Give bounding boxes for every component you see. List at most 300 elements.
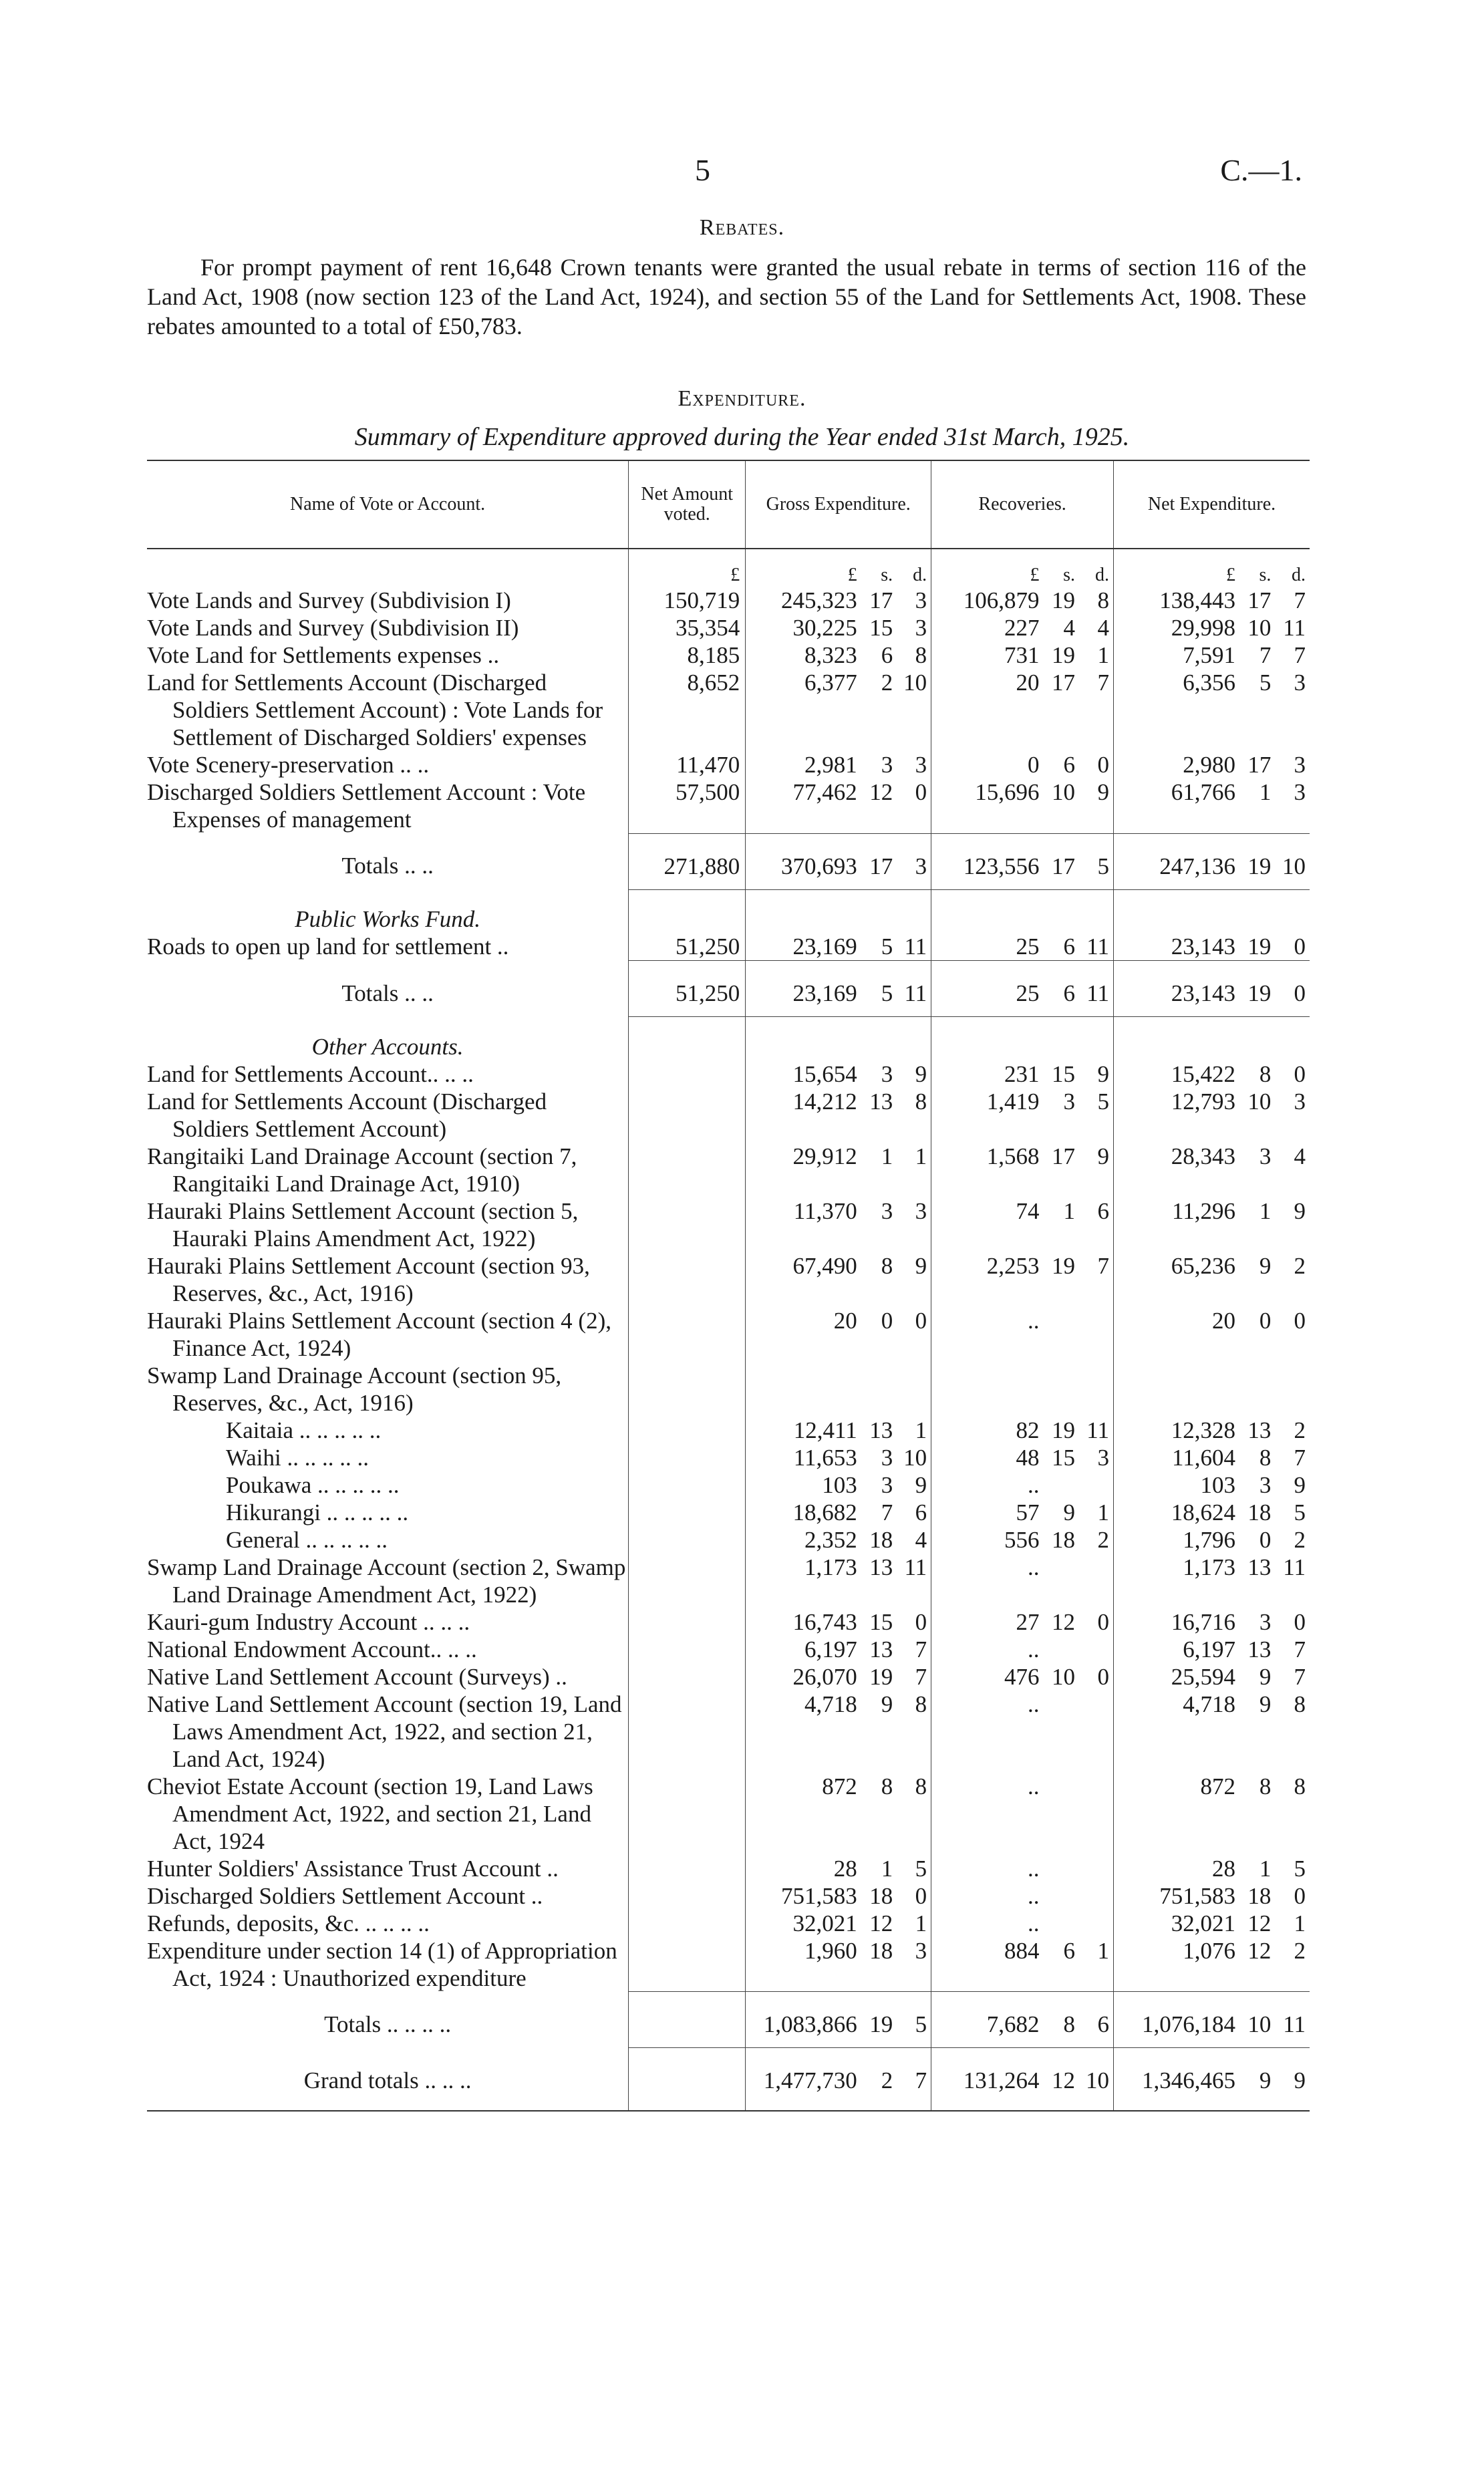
table-row — [147, 1855, 1310, 1882]
table-row — [147, 1060, 1310, 1088]
table-row — [147, 1608, 1310, 1636]
net-pounds-cell: 1,076,184 — [1114, 1992, 1241, 2048]
rec-pounds-cell: 15,696 — [931, 778, 1045, 833]
net-shillings-cell: 1 — [1259, 779, 1272, 805]
unit-pound: £ — [931, 549, 1045, 587]
table-row — [147, 1444, 1310, 1471]
gross-pounds-cell: 23,169 — [746, 933, 863, 961]
net-voted-cell: 8,652 — [629, 669, 746, 751]
net-pounds-cell: 11,296 — [1114, 1197, 1241, 1252]
gross-shillings-cell: 3 — [881, 1444, 893, 1471]
net-shillings-cell: 0 — [1259, 1307, 1272, 1334]
net-pence-cell: 10 — [1275, 833, 1310, 889]
rec-shillings-cell: 17 — [1045, 833, 1079, 889]
spacer-cell — [746, 889, 863, 933]
net-pence-cell: 11 — [1275, 1992, 1310, 2048]
document-reference: C.—1. — [1220, 153, 1302, 187]
table-row — [147, 587, 1310, 614]
table-row — [147, 1307, 1310, 1362]
spacer-cell — [897, 889, 931, 933]
net-voted-cell: 150,719 — [629, 587, 746, 614]
spacer-cell — [1114, 1017, 1241, 1060]
rec-pence-cell: 8 — [1097, 587, 1109, 613]
net-voted-cell — [629, 1992, 746, 2048]
page-number: 5 — [695, 153, 710, 187]
rec-pounds-cell: .. — [931, 1691, 1045, 1773]
col-header-net-voted: Net Amount voted. — [629, 460, 746, 549]
rec-pence-cell: 0 — [1097, 1663, 1109, 1690]
row-label: Rangitaiki Land Drainage Account (section 7, Rangitaiki Land Drainage Act, 1910) — [147, 1143, 577, 1197]
net-voted-cell: 51,250 — [629, 961, 746, 1017]
gross-pence-cell: 7 — [915, 1636, 927, 1662]
gross-shillings-cell: 8 — [881, 1773, 893, 1799]
col-header-recoveries: Recoveries. — [931, 460, 1114, 549]
net-pounds-cell: 12,328 — [1114, 1417, 1241, 1444]
table-row — [147, 1499, 1310, 1526]
group-heading: Other Accounts. — [311, 1033, 464, 1060]
rec-pounds-cell: 123,556 — [931, 833, 1045, 889]
net-pence-cell: 8 — [1294, 1691, 1306, 1717]
table-row — [147, 1362, 1310, 1417]
rec-pence-cell: 0 — [1097, 752, 1109, 778]
net-pence-cell: 2 — [1294, 1417, 1306, 1443]
unit-pound: £ — [1114, 549, 1241, 587]
gross-pounds-cell: 1,960 — [746, 1937, 863, 1992]
rebates-heading: Rebates. — [699, 215, 785, 240]
spacer-cell — [1114, 889, 1241, 933]
gross-pence-cell: 6 — [915, 1499, 927, 1525]
rec-pence-cell: 5 — [1079, 833, 1113, 889]
net-pounds-cell: 25,594 — [1114, 1663, 1241, 1691]
net-pounds-cell: 29,998 — [1114, 614, 1241, 641]
units-row — [147, 549, 1310, 587]
spacer-cell — [746, 1017, 863, 1060]
net-pence-cell: 2 — [1294, 1526, 1306, 1553]
table-row — [147, 614, 1310, 641]
rec-pounds-cell: 0 — [931, 751, 1045, 778]
rec-pounds-cell: 48 — [931, 1444, 1045, 1471]
net-pence-cell: 7 — [1294, 642, 1306, 668]
rec-pence-cell: 4 — [1097, 615, 1109, 641]
expenditure-heading: Expenditure. — [678, 386, 806, 411]
rec-pence-cell: 0 — [1097, 1608, 1109, 1635]
rec-shillings-cell: 18 — [1052, 1526, 1076, 1553]
net-pence-cell: 11 — [1283, 1554, 1306, 1580]
row-label: Totals .. .. .. .. — [324, 2011, 452, 2037]
net-pence-cell: 0 — [1294, 1882, 1306, 1909]
net-shillings-cell: 3 — [1259, 1143, 1272, 1169]
gross-shillings-cell: 18 — [869, 1882, 893, 1909]
rec-shillings-cell: 17 — [1052, 1143, 1076, 1169]
net-voted-cell — [629, 1773, 746, 1855]
table-row — [147, 1143, 1310, 1197]
gross-pounds-cell: 77,462 — [746, 778, 863, 833]
rec-pence-cell: 2 — [1097, 1526, 1109, 1553]
net-pounds-cell: 1,346,465 — [1114, 2048, 1241, 2112]
net-voted-cell — [629, 1417, 746, 1444]
rec-pounds-cell: 74 — [931, 1197, 1045, 1252]
rec-pence-cell — [1079, 1362, 1113, 1417]
rec-pounds-cell: 82 — [931, 1417, 1045, 1444]
net-pounds-cell: 12,793 — [1114, 1088, 1241, 1143]
net-voted-cell: 51,250 — [629, 933, 746, 961]
rec-shillings-cell: 12 — [1052, 1608, 1076, 1635]
rec-shillings-cell: 10 — [1052, 779, 1076, 805]
net-pence-cell: 7 — [1294, 1636, 1306, 1662]
gross-pounds-cell: 67,490 — [746, 1252, 863, 1307]
gross-pounds-cell: 1,477,730 — [746, 2048, 863, 2112]
net-shillings-cell: 13 — [1247, 1636, 1272, 1662]
net-pence-cell: 7 — [1294, 1663, 1306, 1690]
table-row — [147, 1910, 1310, 1937]
rec-shillings-cell — [1045, 1910, 1079, 1937]
rec-pounds-cell: 1,419 — [931, 1088, 1045, 1143]
rec-pounds-cell: 25 — [931, 961, 1045, 1017]
gross-pence-cell: 10 — [903, 1444, 927, 1471]
rec-shillings-cell: 19 — [1052, 1417, 1076, 1443]
net-voted-cell — [629, 1143, 746, 1197]
rec-pence-cell: 7 — [1097, 670, 1109, 696]
net-voted-cell — [629, 1526, 746, 1554]
net-voted-cell — [629, 1910, 746, 1937]
gross-shillings-cell: 12 — [869, 1910, 893, 1936]
net-pence-cell: 3 — [1294, 670, 1306, 696]
gross-pence-cell: 1 — [915, 1910, 927, 1936]
row-label: Native Land Settlement Account (Surveys) .. — [147, 1663, 567, 1690]
row-label: Grand totals .. .. .. — [147, 2048, 629, 2112]
rec-pence-cell: 11 — [1079, 961, 1113, 1017]
gross-pounds-cell: 2,352 — [746, 1526, 863, 1554]
net-voted-cell: 11,470 — [629, 751, 746, 778]
net-voted-cell — [629, 1937, 746, 1992]
row-label: National Endowment Account.. .. .. — [147, 1636, 477, 1662]
net-shillings-cell: 9 — [1259, 1252, 1272, 1279]
gross-pence-cell: 3 — [915, 1197, 927, 1224]
gross-pence-cell: 9 — [915, 1252, 927, 1279]
table-row — [147, 641, 1310, 669]
spacer-cell — [897, 1017, 931, 1060]
table-header-row — [147, 460, 1310, 549]
rec-pence-cell: 1 — [1097, 1937, 1109, 1964]
net-voted-cell — [629, 1252, 746, 1307]
net-shillings-cell: 8 — [1259, 1060, 1272, 1087]
gross-pence-cell: 11 — [897, 961, 931, 1017]
net-shillings-cell: 3 — [1259, 1608, 1272, 1635]
gross-pounds-cell: 18,682 — [746, 1499, 863, 1526]
net-pence-cell: 9 — [1294, 1471, 1306, 1498]
rec-pence-cell — [1079, 1307, 1113, 1362]
rec-pounds-cell: .. — [931, 1882, 1045, 1910]
rec-pounds-cell — [931, 1362, 1045, 1417]
expenditure-subtitle: Summary of Expenditure approved during the Year ended 31st March, 1925. — [354, 423, 1130, 451]
net-pounds-cell: 7,591 — [1114, 641, 1241, 669]
rec-shillings-cell — [1045, 1882, 1079, 1910]
rec-pounds-cell: 227 — [931, 614, 1045, 641]
gross-shillings-cell: 13 — [869, 1417, 893, 1443]
table-row — [147, 1252, 1310, 1307]
col-header-name: Name of Vote or Account. — [147, 460, 629, 549]
net-pence-cell: 8 — [1294, 1773, 1306, 1799]
net-voted-cell: 57,500 — [629, 778, 746, 833]
rec-pence-cell: 5 — [1097, 1088, 1109, 1115]
net-shillings-cell: 19 — [1241, 961, 1275, 1017]
rec-shillings-cell — [1045, 1636, 1079, 1663]
votes-total-row — [147, 833, 1310, 889]
net-shillings-cell: 12 — [1247, 1910, 1272, 1936]
rec-pounds-cell: 106,879 — [931, 587, 1045, 614]
net-pence-cell: 9 — [1275, 2048, 1310, 2112]
gross-pence-cell: 3 — [915, 615, 927, 641]
gross-pence-cell: 1 — [915, 1417, 927, 1443]
rec-shillings-cell: 6 — [1045, 933, 1079, 961]
gross-shillings-cell: 12 — [869, 779, 893, 805]
gross-pounds-cell — [746, 1362, 863, 1417]
gross-pounds-cell: 23,169 — [746, 961, 863, 1017]
gross-shillings-cell: 6 — [881, 642, 893, 668]
net-shillings-cell: 10 — [1241, 1992, 1275, 2048]
rec-pounds-cell: 476 — [931, 1663, 1045, 1691]
gross-shillings-cell: 3 — [881, 1471, 893, 1498]
gross-shillings-cell: 15 — [869, 615, 893, 641]
net-voted-cell: 271,880 — [629, 833, 746, 889]
net-pence-cell: 5 — [1294, 1855, 1306, 1882]
row-label: Cheviot Estate Account (section 19, Land Laws Amendment Act, 1922, and section 21, Land Act, 1924 — [147, 1773, 593, 1854]
net-pence-cell: 3 — [1294, 779, 1306, 805]
gross-shillings-cell: 19 — [869, 1663, 893, 1690]
spacer-cell — [863, 889, 897, 933]
table-row — [147, 1937, 1310, 1992]
row-label: Refunds, deposits, &c. .. .. .. .. — [147, 1910, 430, 1936]
spacer-cell — [931, 1017, 1045, 1060]
net-voted-cell — [629, 1362, 746, 1417]
table-row — [147, 669, 1310, 751]
rec-shillings-cell: 6 — [1045, 961, 1079, 1017]
row-label: Vote Lands and Survey (Subdivision I) — [147, 587, 511, 613]
rec-pounds-cell: 556 — [931, 1526, 1045, 1554]
net-pence-cell: 0 — [1294, 1307, 1306, 1334]
row-label: Hauraki Plains Settlement Account (section 4 (2), Finance Act, 1924) — [147, 1307, 611, 1361]
gross-pence-cell: 11 — [897, 933, 931, 961]
net-shillings-cell: 3 — [1259, 1471, 1272, 1498]
gross-pence-cell: 3 — [897, 833, 931, 889]
gross-pounds-cell: 103 — [746, 1471, 863, 1499]
gross-pence-cell: 8 — [915, 642, 927, 668]
net-shillings-cell: 18 — [1247, 1499, 1272, 1525]
spacer-cell — [1241, 1017, 1275, 1060]
gross-pence-cell: 1 — [915, 1143, 927, 1169]
net-pence-cell: 2 — [1294, 1252, 1306, 1279]
row-label: Roads to open up land for settlement .. — [147, 933, 509, 960]
unit-shilling: s. — [1063, 565, 1076, 585]
net-pence-cell — [1275, 1362, 1310, 1417]
row-label: Vote Scenery-preservation .. .. — [147, 752, 430, 778]
gross-pounds-cell: 15,654 — [746, 1060, 863, 1088]
rec-pence-cell: 6 — [1097, 1197, 1109, 1224]
net-pounds-cell: 16,716 — [1114, 1608, 1241, 1636]
rec-pence-cell: 7 — [1097, 1252, 1109, 1279]
gross-shillings-cell: 13 — [869, 1088, 893, 1115]
rec-pounds-cell: 131,264 — [931, 2048, 1045, 2112]
net-shillings-cell: 5 — [1259, 670, 1272, 696]
net-shillings-cell: 8 — [1259, 1444, 1272, 1471]
gross-pence-cell: 3 — [915, 1937, 927, 1964]
net-pounds-cell: 6,197 — [1114, 1636, 1241, 1663]
gross-pence-cell: 3 — [915, 752, 927, 778]
rec-pounds-cell: 231 — [931, 1060, 1045, 1088]
gross-shillings-cell: 5 — [863, 933, 897, 961]
rec-pence-cell — [1079, 1471, 1113, 1499]
net-voted-cell — [629, 1554, 746, 1608]
gross-shillings-cell: 13 — [869, 1636, 893, 1662]
row-label: General .. .. .. .. .. — [226, 1526, 388, 1553]
rec-shillings-cell: 15 — [1052, 1060, 1076, 1087]
gross-shillings-cell — [863, 1362, 897, 1417]
spacer-cell — [629, 1017, 746, 1060]
gross-pounds-cell: 1,083,866 — [746, 1992, 863, 2048]
row-label: Hauraki Plains Settlement Account (section 93, Reserves, &c., Act, 1916) — [147, 1252, 590, 1306]
net-voted-cell — [629, 1691, 746, 1773]
gross-pounds-cell: 14,212 — [746, 1088, 863, 1143]
group-heading: Public Works Fund. — [295, 906, 480, 932]
gross-pounds-cell: 6,377 — [746, 669, 863, 751]
table-row — [147, 1471, 1310, 1499]
gross-pounds-cell: 8,323 — [746, 641, 863, 669]
row-label: Vote Land for Settlements expenses .. — [147, 642, 500, 668]
net-pence-cell: 7 — [1294, 587, 1306, 613]
net-voted-cell — [629, 1444, 746, 1471]
rec-shillings-cell — [1045, 1471, 1079, 1499]
gross-pounds-cell: 245,323 — [746, 587, 863, 614]
rec-pence-cell: 11 — [1079, 933, 1113, 961]
rec-shillings-cell: 19 — [1052, 587, 1076, 613]
rec-pence-cell — [1079, 1882, 1113, 1910]
unit-pence: d. — [913, 565, 927, 585]
row-label: Expenditure under section 14 (1) of Appropriation Act, 1924 : Unauthorized expenditure — [147, 1937, 617, 1991]
gross-shillings-cell: 1 — [881, 1143, 893, 1169]
table-row — [147, 1554, 1310, 1608]
row-label: Kauri-gum Industry Account .. .. .. — [147, 1608, 470, 1635]
other-accounts-heading — [147, 1017, 1310, 1060]
rec-pounds-cell: .. — [931, 1471, 1045, 1499]
net-pounds-cell: 28,343 — [1114, 1143, 1241, 1197]
net-pounds-cell: 23,143 — [1114, 933, 1241, 961]
net-shillings-cell: 19 — [1241, 933, 1275, 961]
gross-pence-cell: 0 — [915, 1608, 927, 1635]
gross-pence-cell: 9 — [915, 1060, 927, 1087]
net-shillings-cell: 13 — [1247, 1554, 1272, 1580]
gross-pounds-cell: 6,197 — [746, 1636, 863, 1663]
rec-pounds-cell: 25 — [931, 933, 1045, 961]
gross-shillings-cell: 3 — [881, 1060, 893, 1087]
net-shillings-cell: 10 — [1247, 615, 1272, 641]
rec-pounds-cell: .. — [931, 1307, 1045, 1362]
gross-shillings-cell: 3 — [881, 1197, 893, 1224]
net-pounds-cell: 6,356 — [1114, 669, 1241, 751]
net-shillings-cell: 0 — [1259, 1526, 1272, 1553]
rec-shillings-cell: 12 — [1045, 2048, 1079, 2112]
table-row — [147, 1526, 1310, 1554]
net-pounds-cell: 20 — [1114, 1307, 1241, 1362]
net-voted-cell — [629, 1088, 746, 1143]
spacer-cell — [1045, 1017, 1079, 1060]
gross-pence-cell: 4 — [915, 1526, 927, 1553]
net-pence-cell: 9 — [1294, 1197, 1306, 1224]
net-pounds-cell: 103 — [1114, 1471, 1241, 1499]
rec-shillings-cell: 1 — [1063, 1197, 1076, 1224]
rec-shillings-cell: 6 — [1063, 1937, 1076, 1964]
rec-pounds-cell: 20 — [931, 669, 1045, 751]
rec-shillings-cell: 19 — [1052, 1252, 1076, 1279]
net-pounds-cell: 872 — [1114, 1773, 1241, 1855]
row-label: Hunter Soldiers' Assistance Trust Account .. — [147, 1855, 559, 1882]
net-pence-cell: 3 — [1294, 752, 1306, 778]
rec-pence-cell: 9 — [1097, 779, 1109, 805]
gross-pence-cell: 7 — [915, 1663, 927, 1690]
gross-pounds-cell: 30,225 — [746, 614, 863, 641]
rec-shillings-cell: 6 — [1063, 752, 1076, 778]
unit-shilling: s. — [881, 565, 893, 585]
net-pounds-cell: 138,443 — [1114, 587, 1241, 614]
gross-shillings-cell: 7 — [881, 1499, 893, 1525]
gross-pence-cell: 0 — [915, 779, 927, 805]
table-body — [147, 549, 1310, 2111]
gross-pounds-cell: 751,583 — [746, 1882, 863, 1910]
other-accounts-total-row — [147, 1992, 1310, 2048]
net-pounds-cell: 23,143 — [1114, 961, 1241, 1017]
gross-pounds-cell: 28 — [746, 1855, 863, 1882]
rec-shillings-cell — [1045, 1362, 1079, 1417]
net-voted-cell — [629, 1882, 746, 1910]
gross-shillings-cell: 2 — [863, 2048, 897, 2112]
net-shillings-cell: 9 — [1241, 2048, 1275, 2112]
gross-pence-cell: 8 — [915, 1691, 927, 1717]
unit-pence: d. — [1095, 565, 1109, 585]
net-pounds-cell: 2,980 — [1114, 751, 1241, 778]
net-voted-cell: 35,354 — [629, 614, 746, 641]
col-header-net-expenditure: Net Expenditure. — [1114, 460, 1310, 549]
row-label: Land for Settlements Account (Discharged Soldiers Settlement Account) : Vote Lands for Settlement of Discharged Soldiers' expenses — [147, 670, 603, 750]
net-shillings-cell: 8 — [1259, 1773, 1272, 1799]
net-voted-cell — [629, 1499, 746, 1526]
row-label: Swamp Land Drainage Account (section 95, Reserves, &c., Act, 1916) — [147, 1362, 562, 1416]
net-voted-cell — [629, 1197, 746, 1252]
gross-pounds-cell: 16,743 — [746, 1608, 863, 1636]
rec-pounds-cell: .. — [931, 1773, 1045, 1855]
row-label: Totals .. .. — [341, 853, 434, 879]
net-pounds-cell: 18,624 — [1114, 1499, 1241, 1526]
gross-pounds-cell: 2,981 — [746, 751, 863, 778]
net-shillings-cell: 9 — [1259, 1691, 1272, 1717]
rec-shillings-cell: 8 — [1045, 1992, 1079, 2048]
rec-pounds-cell: .. — [931, 1910, 1045, 1937]
net-pounds-cell: 4,718 — [1114, 1691, 1241, 1773]
unit-pence: d. — [1292, 565, 1306, 585]
gross-shillings-cell: 18 — [869, 1526, 893, 1553]
gross-shillings-cell: 1 — [881, 1855, 893, 1882]
rec-pence-cell: 1 — [1097, 642, 1109, 668]
row-label: Kaitaia .. .. .. .. .. — [226, 1417, 382, 1443]
gross-shillings-cell: 5 — [863, 961, 897, 1017]
net-shillings-cell: 17 — [1247, 587, 1272, 613]
gross-shillings-cell: 13 — [869, 1554, 893, 1580]
rec-pence-cell — [1079, 1691, 1113, 1773]
rec-shillings-cell — [1045, 1554, 1079, 1608]
net-shillings-cell: 18 — [1247, 1882, 1272, 1909]
net-shillings-cell: 10 — [1247, 1088, 1272, 1115]
row-label: Native Land Settlement Account (section 19, Land Laws Amendment Act, 1922, and section 21, Land Act, 1924) — [147, 1691, 622, 1772]
table-row — [147, 1691, 1310, 1773]
row-label: Hikurangi .. .. .. .. .. — [226, 1499, 409, 1525]
